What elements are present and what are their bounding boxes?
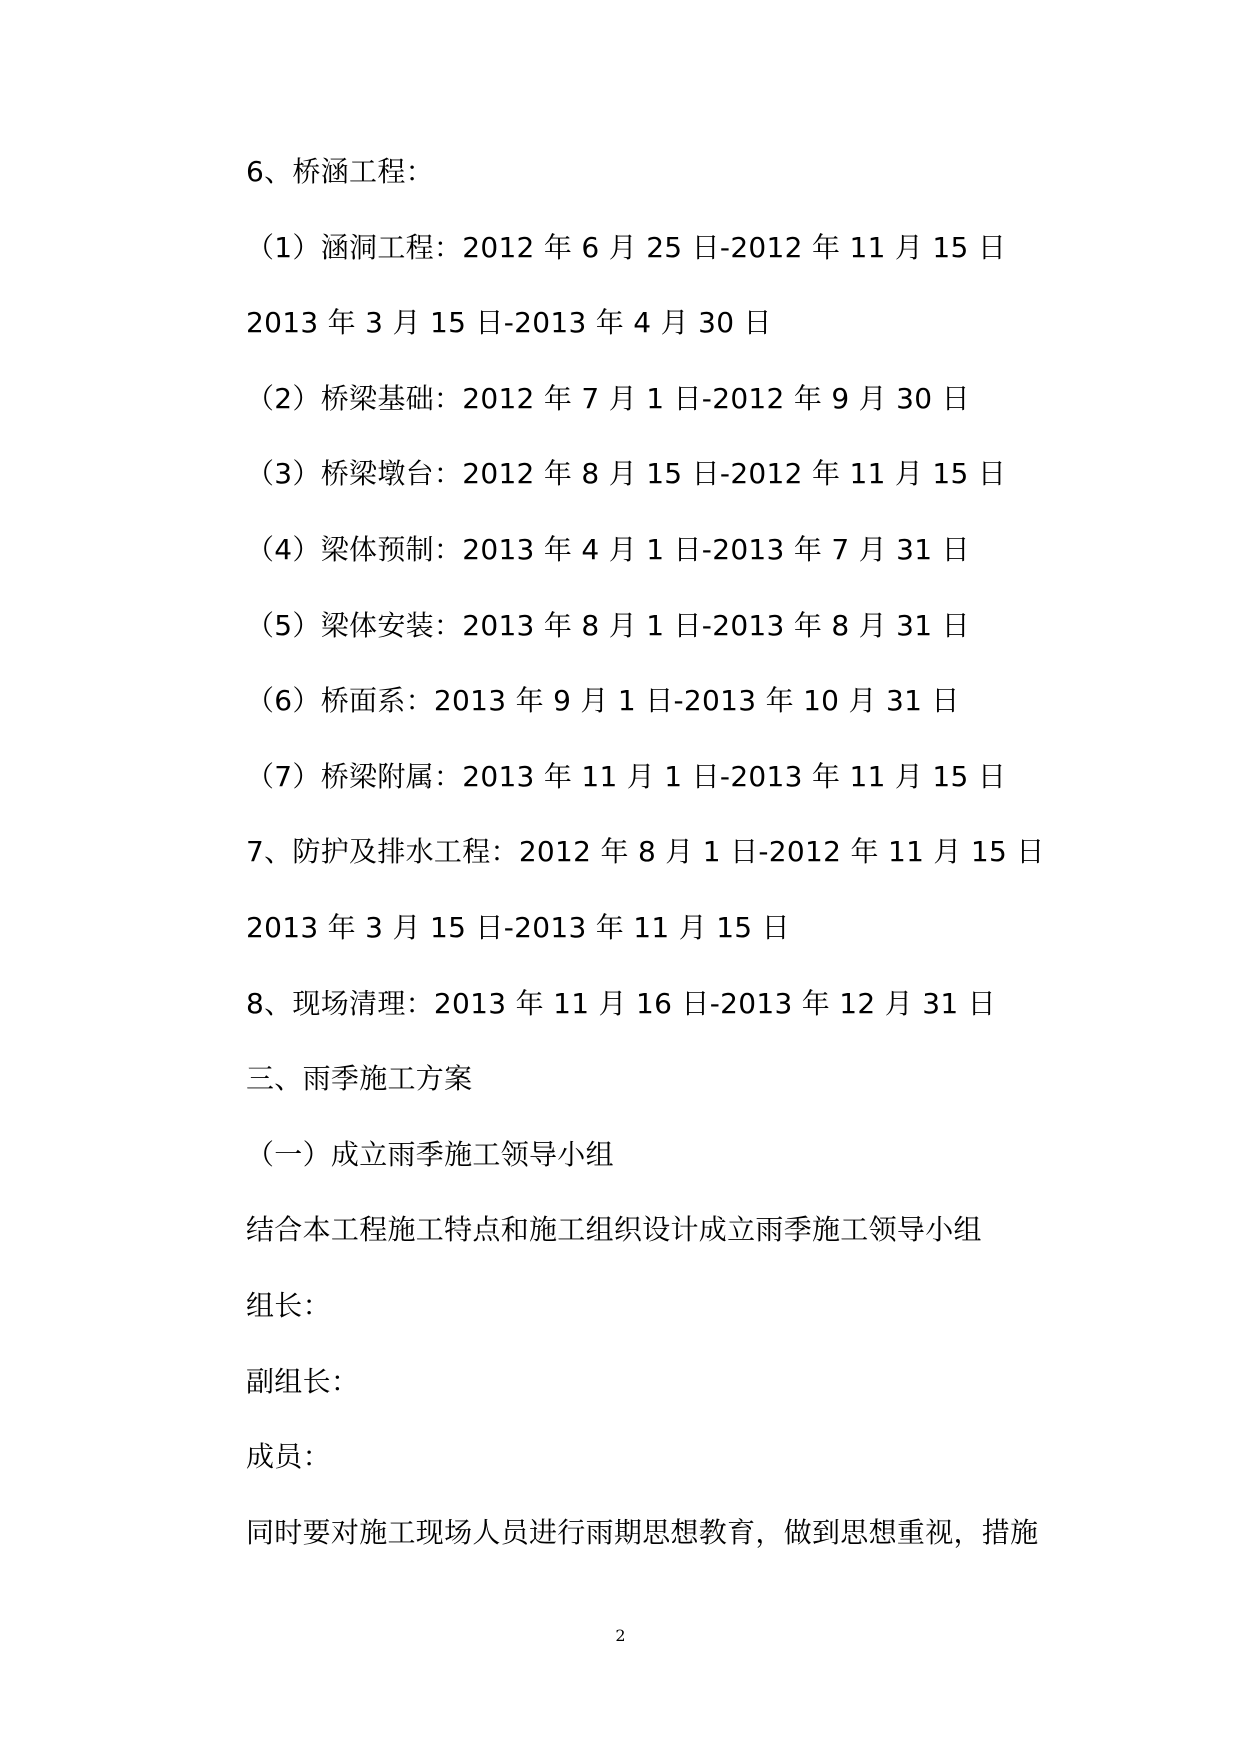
schedule-item-beam-install: （5）梁体安装：2013 年 8 月 1 日-2013 年 8 月 31 日 — [246, 608, 970, 642]
subsection-heading-leadership-group: （一）成立雨季施工领导小组 — [246, 1137, 614, 1171]
schedule-item-protection-drainage-continued: 2013 年 3 月 15 日-2013 年 11 月 15 日 — [246, 910, 790, 944]
paragraph-education: 同时要对施工现场人员进行雨期思想教育，做到思想重视，措施 — [246, 1515, 1039, 1549]
schedule-item-bridge-pier: （3）桥梁墩台：2012 年 8 月 15 日-2012 年 11 月 15 日 — [246, 457, 1007, 491]
section-heading-bridges-culverts: 6、桥涵工程： — [246, 155, 434, 188]
schedule-item-beam-precast: （4）梁体预制：2013 年 4 月 1 日-2013 年 7 月 31 日 — [246, 532, 970, 566]
schedule-item-bridge-ancillary: （7）桥梁附属：2013 年 11 月 1 日-2013 年 11 月 15 日 — [246, 759, 1007, 793]
document-body — [246, 148, 1066, 1584]
page-number: 2 — [615, 1626, 626, 1645]
field-group-leader: 组长： — [246, 1288, 331, 1322]
paragraph-leadership-intro: 结合本工程施工特点和施工组织设计成立雨季施工领导小组 — [246, 1213, 982, 1247]
schedule-item-culvert: （1）涵洞工程：2012 年 6 月 25 日-2012 年 11 月 15 日 — [246, 230, 1007, 264]
schedule-item-protection-drainage: 7、防护及排水工程：2012 年 8 月 1 日-2012 年 11 月 15 日 — [246, 835, 1045, 869]
schedule-item-bridge-foundation: （2）桥梁基础：2012 年 7 月 1 日-2012 年 9 月 30 日 — [246, 381, 970, 415]
field-members: 成员： — [246, 1440, 331, 1474]
field-deputy-leader: 副组长： — [246, 1364, 360, 1398]
schedule-item-site-cleanup: 8、现场清理：2013 年 11 月 16 日-2013 年 12 月 31 日 — [246, 986, 996, 1020]
schedule-item-bridge-deck: （6）桥面系：2013 年 9 月 1 日-2013 年 10 月 31 日 — [246, 684, 960, 718]
schedule-item-culvert-continued: 2013 年 3 月 15 日-2013 年 4 月 30 日 — [246, 306, 772, 340]
section-heading-rainy-season-plan: 三、雨季施工方案 — [246, 1062, 473, 1096]
